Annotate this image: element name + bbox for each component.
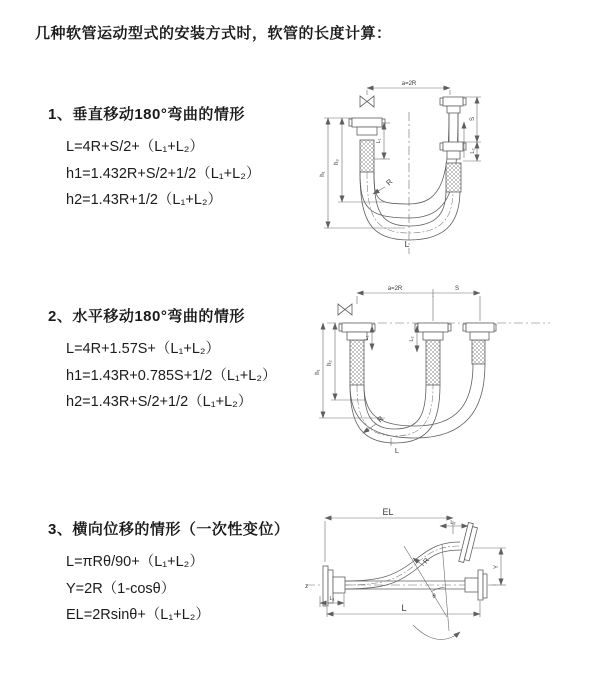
flange xyxy=(466,323,494,332)
dim-label-s: S xyxy=(470,116,476,122)
flange-bolt xyxy=(415,324,418,331)
flange-neck xyxy=(470,332,489,340)
hose-ferrule xyxy=(465,578,478,592)
hose-wall xyxy=(345,550,461,589)
hose-path xyxy=(360,172,460,240)
flange-plate xyxy=(323,566,328,606)
flange-neck xyxy=(423,332,443,340)
dim-label-a2r: a=2R xyxy=(401,81,417,87)
hose-ferrule xyxy=(333,577,345,593)
formula-line: h2=1.43R+1/2（L₁+L₂） xyxy=(66,192,223,208)
valve-left-triangle xyxy=(360,96,367,107)
radius-callout xyxy=(373,177,395,194)
flange-bolt xyxy=(440,143,443,150)
formula-line: h2=1.43R+S/2+1/2（L₁+L₂） xyxy=(66,394,253,410)
right-braid xyxy=(446,163,461,192)
dim-a2r-s-chain xyxy=(357,286,480,321)
radius-line xyxy=(404,546,447,617)
braid-hatch xyxy=(350,340,364,385)
hose-curves xyxy=(350,364,485,443)
flange-plate xyxy=(483,574,487,598)
formula-line: h1=1.43R+0.785S+1/2（L₁+L₂） xyxy=(66,367,277,384)
right-fitting-original xyxy=(440,113,466,159)
section-lateral-displacement xyxy=(48,518,289,629)
dim-label-theta: θ xyxy=(432,594,436,600)
formula-line: L=4R+1.57S+（L₁+L₂） xyxy=(66,341,221,357)
dim-label-l1: L₁ xyxy=(364,335,370,341)
dim-l xyxy=(327,601,480,617)
left-braid xyxy=(360,140,374,172)
flange xyxy=(443,142,463,151)
dim-el xyxy=(325,507,456,562)
dim-label-l2: L₂ xyxy=(450,520,456,526)
dim-label-y: Y xyxy=(494,564,500,570)
left-fitting xyxy=(349,118,385,135)
middle-braid xyxy=(426,340,440,385)
braid-hatch xyxy=(446,163,461,192)
flange-neck xyxy=(447,106,460,113)
hose-path xyxy=(350,385,440,443)
diagram-vertical-180-bend xyxy=(310,70,600,260)
hose-centerline xyxy=(357,385,433,436)
dim-label-h1: h₁ xyxy=(320,171,326,177)
section-1-heading: 1、垂直移动180°弯曲的情形 xyxy=(48,106,245,123)
dim-label-l2: L₂ xyxy=(470,148,476,154)
formula-line: h1=1.432R+S/2+1/2（L₁+L₂） xyxy=(66,165,261,182)
flange-neck xyxy=(357,127,377,135)
centerline-mark: z xyxy=(305,583,309,590)
valve-icon xyxy=(360,96,374,107)
section-2-heading: 2、水平移动180°弯曲的情形 xyxy=(48,308,245,325)
flange xyxy=(443,97,463,106)
flange-bolt xyxy=(463,324,466,331)
page-title: 几种软管运动型式的安装方式时，软管的长度计算： xyxy=(35,25,392,42)
dim-label-r: R xyxy=(422,557,432,566)
dim-label-l: L xyxy=(404,239,410,249)
right-fitting-moved xyxy=(463,323,496,340)
hose-centerline xyxy=(367,172,453,233)
hose-path xyxy=(350,364,485,438)
flange-bolt xyxy=(382,119,385,126)
braid-hatch xyxy=(426,340,440,385)
braid-hatch xyxy=(360,140,374,172)
formula-line: EL=2Rsinθ+（L₁+L₂） xyxy=(66,607,210,623)
swing-arc xyxy=(413,625,460,640)
dim-label-a2r: a=2R xyxy=(387,286,403,292)
dim-label-r: R xyxy=(384,177,395,188)
section-horizontal-movement xyxy=(48,305,276,416)
dim-label-l1: L₁ xyxy=(376,138,382,144)
flange-bolt xyxy=(372,324,375,331)
dim-l2 xyxy=(440,520,468,526)
dim-label-l2: L₂ xyxy=(409,336,415,342)
flange xyxy=(342,323,372,332)
angle-construction xyxy=(404,544,460,640)
valve-icon xyxy=(338,304,352,315)
right-braid xyxy=(472,340,485,364)
flange-neck xyxy=(447,151,460,159)
valve-left-triangle xyxy=(338,304,345,315)
flange-bolt xyxy=(463,98,466,105)
section-3-heading: 3、横向位移的情形（一次性变位） xyxy=(48,521,290,538)
formula-line: L=4R+S/2+（L₁+L₂） xyxy=(66,139,204,155)
formula-line: Y=2R（1-cosθ） xyxy=(66,580,176,597)
dim-a2r xyxy=(367,81,450,95)
dim-label-h2: h₂ xyxy=(327,360,333,366)
right-flange-original xyxy=(465,570,487,600)
hose-path xyxy=(364,385,426,429)
dim-label-l1: L₁ xyxy=(329,596,335,602)
upper-flange-moved xyxy=(459,523,478,564)
valve-right-triangle xyxy=(367,96,374,107)
dim-label-s: S xyxy=(454,286,460,292)
flange-plate xyxy=(478,570,483,600)
section-vertical-movement xyxy=(48,103,260,214)
dim-label-l: L xyxy=(394,446,400,455)
dim-label-h1: h₁ xyxy=(315,369,321,375)
flange-bolt xyxy=(463,143,466,150)
braid-hatch xyxy=(472,340,485,364)
radius-callout xyxy=(413,557,431,566)
left-braid xyxy=(350,340,364,385)
flange-bolt xyxy=(440,98,443,105)
dim-label-l: L xyxy=(401,603,407,613)
valve-right-triangle xyxy=(345,304,352,315)
flange xyxy=(418,323,448,332)
dim-label-el: EL xyxy=(382,507,394,517)
flange xyxy=(352,118,382,127)
dim-label-r: R xyxy=(375,414,386,425)
flange-bolt xyxy=(448,324,451,331)
diagram-horizontal-180-bend xyxy=(305,280,600,465)
middle-fitting-original xyxy=(415,323,451,340)
formula-line: L=πRθ/90+（L₁+L₂） xyxy=(66,554,204,570)
flange-bolt xyxy=(339,324,342,331)
dim-label-h2: h₂ xyxy=(334,159,340,165)
right-fitting-moved xyxy=(440,97,466,113)
diagram-lateral-displacement xyxy=(300,498,600,660)
flange-bolt xyxy=(349,119,352,126)
